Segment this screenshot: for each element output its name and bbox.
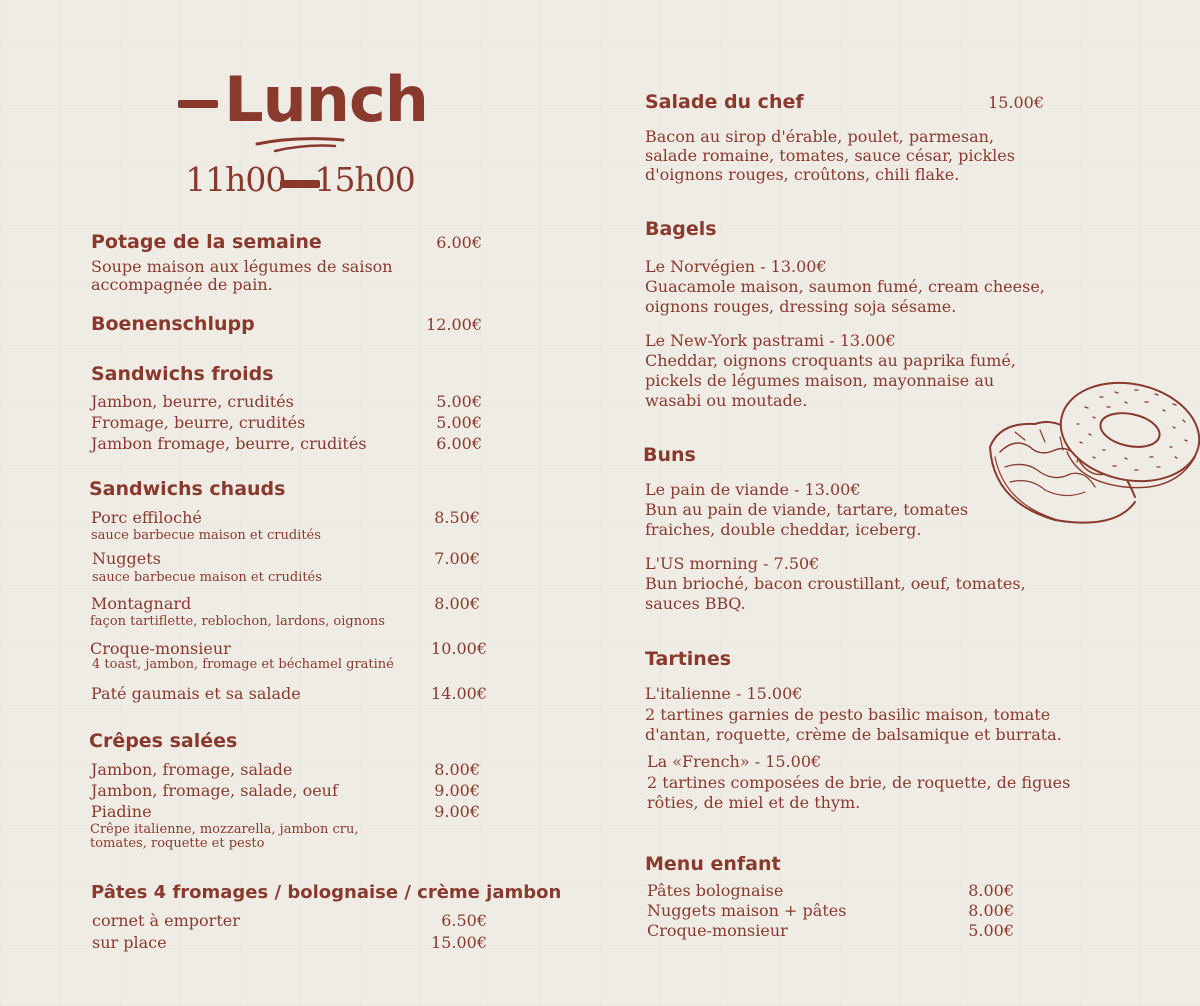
bagel-newyork-desc-1: Cheddar, oignons croquants au paprika fumé, (645, 351, 1016, 370)
enfant-item-2-price: 8.00€ (968, 901, 1014, 920)
bagel-illustration (985, 362, 1200, 537)
potage-desc-1: Soupe maison aux légumes de saison (91, 257, 393, 276)
chaud-item-2-desc: sauce barbecue maison et crudités (92, 570, 322, 585)
bagel-norvegien-title: Le Norvégien - 13.00€ (645, 257, 827, 276)
chaud-item-4-desc: 4 toast, jambon, fromage et béchamel gratiné (92, 657, 394, 672)
tartine-french-title: La «French» - 15.00€ (647, 752, 822, 771)
chaud-item-3-desc: façon tartiflette, reblochon, lardons, oignons (90, 614, 385, 629)
chaud-item-5-name: Paté gaumais et sa salade (91, 684, 301, 703)
salade-desc-3: d'oignons rouges, croûtons, chili flake. (645, 165, 960, 184)
pates-heading: Pâtes 4 fromages / bolognaise / crème jambon (91, 882, 562, 903)
crepe-item-2-name: Jambon, fromage, salade, oeuf (91, 781, 338, 800)
froid-item-3-name: Jambon fromage, beurre, crudités (91, 434, 367, 453)
enfant-item-1-name: Pâtes bolognaise (647, 881, 784, 900)
pates-item-2-price: 15.00€ (431, 933, 487, 952)
crepe-item-3-price: 9.00€ (434, 802, 480, 821)
tartine-french-desc-1: 2 tartines composées de brie, de roquette, de figues (647, 773, 1071, 792)
pates-item-1-name: cornet à emporter (92, 911, 240, 930)
bun-us-desc-1: Bun brioché, bacon croustillant, oeuf, tomates, (645, 574, 1026, 593)
chaud-item-2-name: Nuggets (92, 549, 161, 568)
enfant-item-2-name: Nuggets maison + pâtes (647, 901, 847, 920)
bun-pain-desc-1: Bun au pain de viande, tartare, tomates (645, 500, 969, 519)
title-text: Lunch (224, 63, 428, 136)
enfant-item-3-name: Croque-monsieur (647, 921, 788, 940)
crepes-heading: Crêpes salées (89, 730, 238, 752)
chaud-item-1-price: 8.50€ (434, 508, 480, 527)
potage-name: Potage de la semaine (91, 231, 322, 253)
tartines-heading: Tartines (645, 648, 732, 670)
crepe-item-3-name: Piadine (91, 802, 152, 821)
chaud-item-3-name: Montagnard (91, 594, 192, 613)
tartine-italienne-desc-2: d'antan, roquette, crème de balsamique et burrata. (645, 725, 1062, 744)
salade-desc-1: Bacon au sirop d'érable, poulet, parmesan, (645, 127, 995, 146)
title-dash-left (178, 100, 218, 108)
bagel-norvegien-desc-1: Guacamole maison, saumon fumé, cream cheese, (645, 277, 1045, 296)
sandwichs-froids-heading: Sandwichs froids (91, 363, 274, 385)
potage-price: 6.00€ (436, 233, 482, 252)
chaud-item-1-desc: sauce barbecue maison et crudités (91, 528, 321, 543)
pates-item-2-name: sur place (92, 933, 167, 952)
salade-desc-2: salade romaine, tomates, sauce césar, pickles (645, 146, 1015, 165)
bun-us-desc-2: sauces BBQ. (645, 594, 746, 613)
bun-pain-desc-2: fraiches, double cheddar, iceberg. (645, 520, 922, 539)
salade-name: Salade du chef (645, 91, 804, 113)
froid-item-2-price: 5.00€ (436, 413, 482, 432)
bagel-newyork-title: Le New-York pastrami - 13.00€ (645, 331, 896, 350)
enfant-heading: Menu enfant (645, 853, 781, 875)
froid-item-1-price: 5.00€ (436, 392, 482, 411)
crepe-item-1-price: 8.00€ (434, 760, 480, 779)
pates-item-1-price: 6.50€ (441, 911, 487, 930)
tartine-italienne-desc-1: 2 tartines garnies de pesto basilic maison, tomate (645, 705, 1051, 724)
sandwichs-chauds-heading: Sandwichs chauds (89, 478, 286, 500)
tartine-french-desc-2: rôties, de miel et de thym. (647, 793, 861, 812)
piadine-desc-1: Crêpe italienne, mozzarella, jambon cru, (90, 822, 359, 837)
chaud-item-5-price: 14.00€ (431, 684, 487, 703)
bagel-norvegien-desc-2: oignons rouges, dressing soja sésame. (645, 297, 957, 316)
boenen-price: 12.00€ (426, 315, 482, 334)
crepe-item-1-name: Jambon, fromage, salade (91, 760, 293, 779)
bagel-newyork-desc-3: wasabi ou moutade. (645, 391, 808, 410)
potage-desc-2: accompagnée de pain. (91, 275, 273, 294)
enfant-item-3-price: 5.00€ (968, 921, 1014, 940)
chaud-item-2-price: 7.00€ (434, 549, 480, 568)
chaud-item-1-name: Porc effiloché (91, 508, 202, 527)
salade-price: 15.00€ (988, 93, 1044, 112)
tartine-italienne-title: L'italienne - 15.00€ (645, 684, 803, 703)
bagels-heading: Bagels (645, 218, 717, 240)
chaud-item-3-price: 8.00€ (434, 594, 480, 613)
froid-item-2-name: Fromage, beurre, crudités (91, 413, 306, 432)
froid-item-3-price: 6.00€ (436, 434, 482, 453)
piadine-desc-2: tomates, roquette et pesto (90, 836, 265, 851)
enfant-item-1-price: 8.00€ (968, 881, 1014, 900)
bagel-newyork-desc-2: pickels de légumes maison, mayonnaise au (645, 371, 995, 390)
chaud-item-4-price: 10.00€ (431, 639, 487, 658)
bun-pain-title: Le pain de viande - 13.00€ (645, 480, 861, 499)
boenen-name: Boenenschlupp (91, 313, 255, 335)
opening-hours: 11h00 - 15h00 (185, 160, 415, 199)
crepe-item-2-price: 9.00€ (434, 781, 480, 800)
chaud-item-4-name: Croque-monsieur (90, 639, 231, 658)
froid-item-1-name: Jambon, beurre, crudités (91, 392, 294, 411)
bun-us-title: L'US morning - 7.50€ (645, 554, 820, 573)
buns-heading: Buns (643, 444, 696, 466)
swoosh-underline (255, 134, 345, 156)
